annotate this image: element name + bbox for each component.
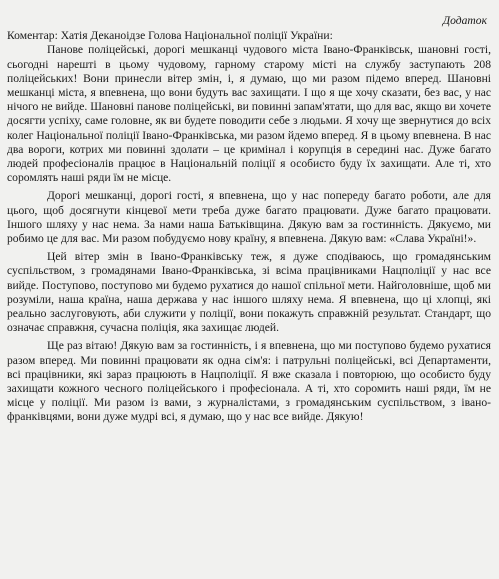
paragraph: Цей вітер змін в Івано-Франківську теж, я дуже сподіваюсь, що громадянським суспільством, з громадянами Івано-Франківська, зі всіма працівниками Нацполіції у нас все вийде. Поступово, поступово ми будемо рухатися до нашої спільної мети. Найголовніше, щоб ми розуміли, наша країна, наша держава у нас іншого шляху нема. Я впевнена, що ці хлопці, які реально заслуговують, аби служити у поліції, вони покажуть справжній результат. Стандарт, що означає справжня, сучасна поліція, яка захищає людей. — [7, 250, 491, 335]
paragraph: Панове поліцейські, дорогі мешканці чудового міста Івано-Франківськ, шановні гості, сьогодні нарешті в цьому чудовому, гарному старому місті на службу заступають 208 поліцейських! Вони принесли вітер змін, і, я думаю, що ми разом підемо вперед. Шановні мешканці міста, я впевнена, що вони будуть вас захищати. І що я ще хочу сказати, без вас, у нас нічого не вийде. Шановні панове поліцейські, ви повинні запам'ятати, що для вас, якщо ви хочете досягти успіху, саме головне, як ви будете поводити себе з людьми. Я хочу ще звернутися до всіх колег Національної поліції Івано-Франківська, ми разом йдемо вперед. Я в цьому впевнена. В нас два вороги, котрих ми повинні здолати – це кримінал і корупція в середині нас. Дуже багато людей професіоналів працює в Національній поліції я особисто буду їх захищати. Але ті, хто соромлять наші ряди їм не місце. — [7, 43, 491, 185]
paragraph: Ще раз вітаю! Дякую вам за гостинність, і я впевнена, що ми поступово будемо рухатися разом вперед. Ми повинні працювати як одна сім'я: і патрульні поліцейські, всі Департаменти, всі працівники, які зараз працюють в Нацполіції. Я вже сказала і повторюю, що особисто буду захищати кожного чесного поліцейського і професіонала. А ті, хто соромить наші ряди, їм не місце у поліції. Ми разом із вами, з журналістами, з громадянським суспільством, з івано-франківцями, вони дуже мудрі всі, я думаю, що у нас все вийде. Дякую! — [7, 339, 491, 424]
commentary-heading: Коментар: Хатія Деканоідзе Голова Національної поліції України: — [7, 29, 333, 43]
paragraph: Дорогі мешканці, дорогі гості, я впевнена, що у нас попереду багато роботи, але для цього, щоб досягнути кінцевої мети треба дуже багато працювати. Дуже багато працювати. Іншого шляху у нас нема. За нами наша Батьківщина. Дякую вам за гостинність. Дякуємо, ми робимо це для вас. Ми разом побудуємо нову країну, я впевнена. Дякую вам: «Слава Україні!». — [7, 189, 491, 246]
annex-label: Додаток — [442, 14, 487, 27]
